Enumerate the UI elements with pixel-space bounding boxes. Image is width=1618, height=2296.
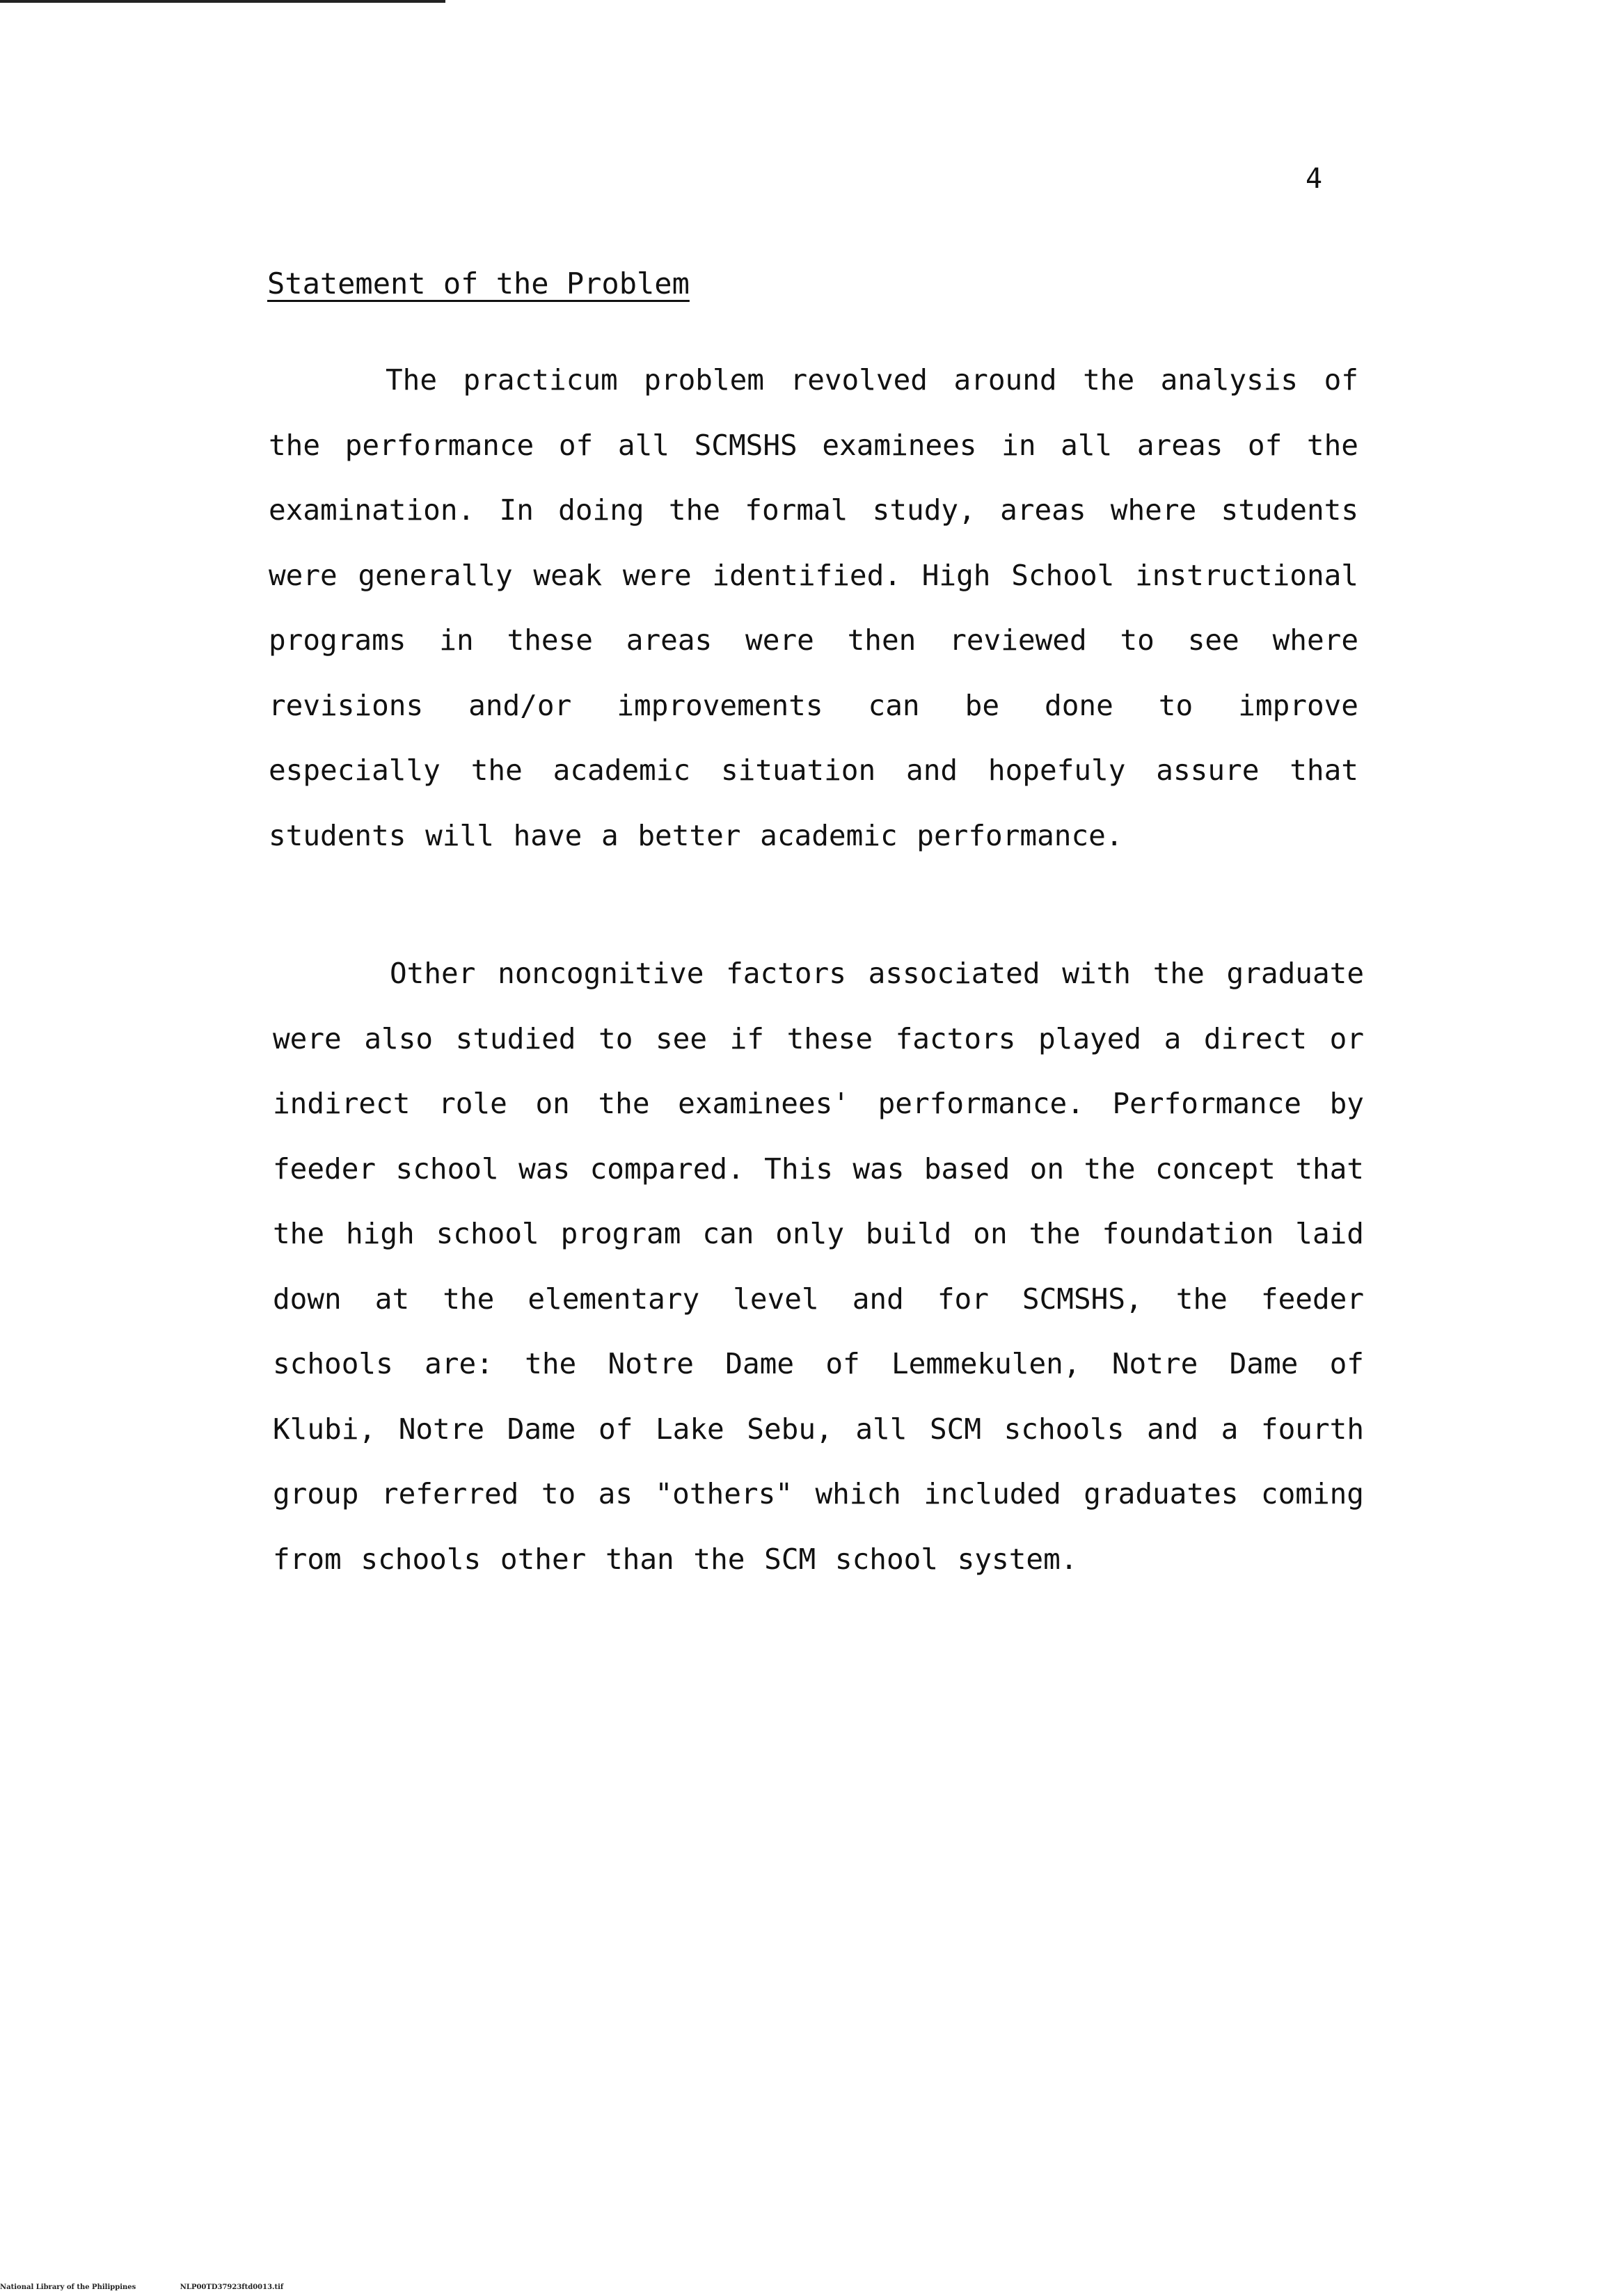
scan-top-edge-rule xyxy=(0,0,445,3)
paragraph-noncognitive-factors: Other noncognitive factors associated with the graduate were also studied to see if these factors played a direct or indirect role on the examinees' performance. Performance by feeder school was compared. This was based on the concept that the high school program can only build on the foundation laid down at the elementary level and for SCMSHS, the feeder schools are: the Notre Dame of Lemmekulen, Notre Dame of Klubi, Notre Dame of Lake Sebu, all SCM schools and a fourth group referred to as "others" which included graduates coming from schools other than the SCM school system. xyxy=(273,957,1364,1576)
footer-library-name: National Library of the Philippines xyxy=(0,2283,136,2291)
page-number: 4 xyxy=(1306,163,1323,195)
section-heading: Statement of the Problem xyxy=(267,266,690,301)
footer-filename: NLP00TD37923ftd0013.tif xyxy=(180,2283,284,2291)
scan-footer xyxy=(0,2283,283,2292)
paragraph-practicum-problem: The practicum problem revolved around the analysis of the performance of all SCMSHS examinees in all areas of the examination. In doing the formal study, areas where students were generally weak were identified. High School instructional programs in these areas were then reviewed to see where revisions and/or improvements can be done to improve especially the academic situation and hopefuly assure that students will have a better academic performance. xyxy=(269,363,1358,852)
